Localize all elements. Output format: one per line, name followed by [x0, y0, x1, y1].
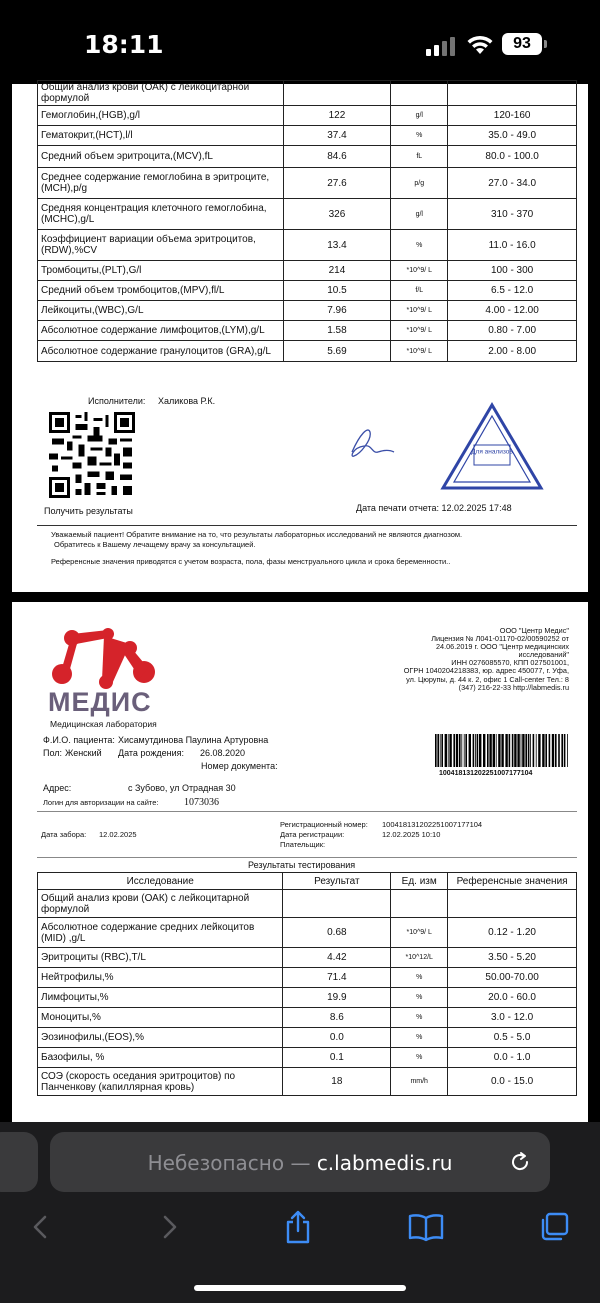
result-name: Средний объем эритроцита,(MCV),fL [38, 146, 284, 168]
address-value: с Зубово, ул Отрадная 30 [128, 783, 236, 793]
domain-label: c.labmedis.ru [316, 1151, 453, 1175]
result-unit: % [391, 1028, 448, 1048]
tabs-icon[interactable] [538, 1210, 570, 1244]
battery-indicator: 93 [502, 33, 542, 55]
table-row [38, 948, 577, 968]
document-label: Номер документа: [201, 761, 278, 771]
organization-line: ОГРН 1040204218383, юр. адрес 450077, г. Уфа, [403, 666, 569, 676]
get-results-label[interactable]: Получить результаты [44, 506, 133, 516]
reg-date: 12.02.2025 10:10 [382, 830, 441, 839]
reference-range: 0.12 - 1.20 [448, 918, 577, 948]
organization-line: (347) 216-22-33 http://labmedis.ru [458, 682, 569, 692]
reference-range: 4.00 - 12.00 [448, 301, 577, 321]
barcode-bar [453, 734, 455, 767]
lab-stamp [440, 402, 544, 494]
reference-range: 0.0 - 1.0 [448, 1048, 577, 1068]
organization-line: исследований" [518, 650, 569, 660]
result-name: Базофилы, % [38, 1048, 283, 1068]
url-text[interactable] [50, 1151, 550, 1175]
column-header: Результат [283, 873, 391, 890]
divider [37, 525, 577, 526]
result-value: 8.6 [283, 1008, 391, 1028]
result-name: Коэффициент вариации объема эритроцитов, (RDW),%CV [38, 230, 284, 261]
barcode-bar [445, 734, 447, 767]
result-value: 0.1 [283, 1048, 391, 1068]
table-row [38, 261, 577, 281]
table-header-row [38, 873, 577, 890]
barcode-bar [456, 734, 458, 767]
reference-range: 3.0 - 12.0 [448, 1008, 577, 1028]
result-value: 71.4 [283, 968, 391, 988]
barcode-bar [461, 734, 462, 767]
barcode-bar [449, 734, 451, 767]
result-value: 326 [283, 199, 391, 230]
result-unit: f/L [391, 281, 448, 301]
table-row [38, 230, 577, 261]
bookmarks-icon[interactable] [408, 1210, 444, 1244]
reference-range: 35.0 - 49.0 [448, 126, 577, 146]
reference-range: 6.5 - 12.0 [448, 281, 577, 301]
organization-line: 24.06.2019 г. ООО "Центр медицинских [435, 642, 569, 652]
result-value: 27.6 [283, 168, 391, 199]
result-unit: *10^9/ L [391, 261, 448, 281]
organization-line: Лицензия № Л041-01170-02/00590252 от [431, 634, 569, 644]
barcode-bar [498, 734, 500, 767]
report-page-2 [12, 602, 588, 1122]
reference-range: 0.0 - 15.0 [448, 1068, 577, 1096]
brand-name: МЕДИС [48, 687, 152, 717]
reference-range: 80.0 - 100.0 [448, 146, 577, 168]
barcode-bar [487, 734, 489, 767]
table-row [38, 341, 577, 362]
column-header: Референсные значения [448, 873, 577, 890]
reference-range: 27.0 - 34.0 [448, 168, 577, 199]
home-indicator[interactable] [194, 1285, 406, 1291]
result-unit: fL [391, 146, 448, 168]
table-row [38, 1028, 577, 1048]
reference-range: 11.0 - 16.0 [448, 230, 577, 261]
barcode-bar [558, 734, 560, 767]
notice-line-3: Референсные значения приводятся с учетом возраста, пола, фазы менструального цикла и срока беременности.. [51, 557, 451, 566]
result-value: 0.68 [283, 918, 391, 948]
stamp-text: Для анализов [471, 448, 513, 456]
result-name: Гемоглобин,(HGB),g/l [38, 106, 284, 126]
result-value: 18 [283, 1068, 391, 1096]
result-name: Средняя концентрация клеточного гемоглобина, (MCHC),g/L [38, 199, 284, 230]
barcode-bar [564, 734, 566, 767]
barcode-bar [517, 734, 519, 767]
result-name: Лейкоциты,(WBC),G/L [38, 301, 284, 321]
table-row [38, 1068, 577, 1096]
result-name: Эритроциты (RBC),T/L [38, 948, 283, 968]
wifi-icon [466, 33, 494, 55]
result-value: 122 [283, 106, 391, 126]
result-value: 10.5 [283, 281, 391, 301]
table-row [38, 918, 577, 948]
result-value: 4.42 [283, 948, 391, 968]
barcode-bar [525, 734, 527, 767]
forward-icon[interactable] [160, 1210, 180, 1244]
barcode-bar [448, 734, 449, 767]
barcode-bar [538, 734, 540, 767]
barcode-bar [493, 734, 495, 767]
status-bar [0, 0, 600, 84]
patient-name: Хисамутдинова Паулина Артуровна [118, 735, 269, 745]
sex-label: Пол: [43, 748, 63, 758]
table-row [38, 146, 577, 168]
barcode-bar [549, 734, 551, 767]
barcode-bar [440, 734, 441, 767]
result-name: Тромбоциты,(PLT),G/l [38, 261, 284, 281]
result-name: Абсолютное содержание средних лейкоцитов (MID) ,g/L [38, 918, 283, 948]
result-name: Среднее содержание гемоглобина в эритроците, (MCH),p/g [38, 168, 284, 199]
result-value: 19.9 [283, 988, 391, 1008]
barcode-bar [567, 734, 568, 767]
browser-toolbar [0, 1122, 600, 1303]
table-row [38, 301, 577, 321]
report-page-1 [12, 84, 588, 592]
barcode-bar [477, 734, 479, 767]
address-label: Адрес: [43, 783, 72, 793]
organization-line: ул. Цюрупы, д. 44 к. 2, офис 1 Call-center Тел.: 8 [406, 674, 569, 684]
result-unit: % [391, 1008, 448, 1028]
table-row [38, 199, 577, 230]
notice-line-1: Уважаемый пациент! Обратите внимание на то, что результаты лабораторных исследований не являются диагнозом. [51, 530, 463, 539]
results-table-2 [37, 872, 577, 1096]
barcode-number: 10041813120225100717710​4 [439, 770, 533, 777]
barcode-bar [521, 734, 522, 767]
cellular-signal-icon [426, 36, 458, 56]
result-unit: % [391, 126, 448, 146]
result-name: Моноциты,% [38, 1008, 283, 1028]
table-row [38, 106, 577, 126]
reference-range: 120-160 [448, 106, 577, 126]
dob-label: Дата рождения: [118, 748, 184, 758]
reference-range: 0.80 - 7.00 [448, 321, 577, 341]
result-value: 1.58 [283, 321, 391, 341]
result-name: Эозинофилы,(EOS),% [38, 1028, 283, 1048]
barcode-bar [489, 734, 491, 767]
table-row [38, 968, 577, 988]
reference-range: 310 - 370 [448, 199, 577, 230]
result-name: Гематокрит,(HCT),l/l [38, 126, 284, 146]
collect-date: 12.02.2025 [99, 830, 137, 839]
divider [37, 811, 577, 812]
previous-tab-preview[interactable] [0, 1132, 38, 1192]
payer-label: Плательщик: [280, 840, 326, 849]
patient-label: Ф.И.О. пациента: [43, 735, 115, 745]
barcode-bar [533, 734, 535, 767]
result-unit: % [391, 1048, 448, 1068]
divider [37, 857, 577, 858]
barcode-bar [459, 734, 461, 767]
result-value: 13.4 [283, 230, 391, 261]
barcode-bar [514, 734, 516, 767]
results-table-1 [37, 80, 577, 362]
dob-value: 26.08.2020 [200, 748, 246, 758]
result-unit: *10^9/ L [391, 301, 448, 321]
reg-date-label: Дата регистрации: [280, 830, 345, 839]
column-header: Исследование [38, 873, 283, 890]
barcode-bar [473, 734, 475, 767]
column-header: Ед. изм [391, 873, 448, 890]
result-unit: *10^9/ L [391, 321, 448, 341]
barcode [435, 734, 570, 767]
result-value: 37.4 [283, 126, 391, 146]
barcode-bar [437, 734, 439, 767]
result-unit: mm/h [391, 1068, 448, 1096]
result-value: 5.69 [283, 341, 391, 362]
results-title: Результаты тестирования [248, 860, 356, 870]
result-name: Абсолютное содержание гранулоцитов (GRA),g/L [38, 341, 284, 362]
reg-number: 100418131202251007177104 [382, 820, 483, 829]
performers-label: Исполнители: [88, 396, 146, 406]
result-unit: % [391, 988, 448, 1008]
barcode-bar [475, 734, 476, 767]
barcode-bar [464, 734, 465, 767]
status-time: 18:11 [84, 30, 164, 59]
table-row [38, 1048, 577, 1068]
barcode-bar [536, 734, 537, 767]
barcode-bar [530, 734, 531, 767]
barcode-bar [552, 734, 554, 767]
result-unit: g/l [391, 199, 448, 230]
group-header: Общий анализ крови (ОАК) с лейкоцитарной формулой [38, 890, 283, 918]
collect-date-label: Дата забора: [41, 830, 87, 839]
qr-code[interactable] [49, 412, 135, 498]
result-unit: p/g [391, 168, 448, 199]
reference-range: 50.00-70.00 [448, 968, 577, 988]
table-row [38, 81, 577, 106]
barcode-bar [483, 734, 485, 767]
result-unit: *10^9/ L [391, 341, 448, 362]
reg-number-label: Регистрационный номер: [280, 820, 368, 829]
barcode-bar [496, 734, 497, 767]
result-unit: % [391, 230, 448, 261]
table-row [38, 890, 577, 918]
reference-range: 2.00 - 8.00 [448, 341, 577, 362]
table-row [38, 321, 577, 341]
result-name: Средний объем тромбоцитов,(MPV),fl/L [38, 281, 284, 301]
result-value: 214 [283, 261, 391, 281]
barcode-bar [469, 734, 471, 767]
back-icon[interactable] [30, 1210, 50, 1244]
signature [342, 422, 396, 464]
barcode-bar [479, 734, 481, 767]
result-value: 84.6 [283, 146, 391, 168]
table-row [38, 988, 577, 1008]
result-value: 0.0 [283, 1028, 391, 1048]
barcode-bar [561, 734, 563, 767]
organization-info [369, 627, 569, 692]
reference-range: 100 - 300 [448, 261, 577, 281]
barcode-bar [545, 734, 547, 767]
barcode-bar [542, 734, 544, 767]
address-bar[interactable] [50, 1132, 550, 1192]
result-name: Лимфоциты,% [38, 988, 283, 1008]
barcode-bar [555, 734, 557, 767]
print-date: Дата печати отчета: 12.02.2025 17:48 [356, 503, 512, 513]
reference-range: 3.50 - 5.20 [448, 948, 577, 968]
result-name: СОЭ (скорость оседания эритроцитов) по Панченкову (капиллярная кровь) [38, 1068, 283, 1096]
result-unit: % [391, 968, 448, 988]
table-row [38, 281, 577, 301]
reference-range: 20.0 - 60.0 [448, 988, 577, 1008]
reload-icon[interactable] [508, 1150, 532, 1174]
barcode-bar [435, 734, 437, 767]
reference-range: 0.5 - 5.0 [448, 1028, 577, 1048]
barcode-bar [501, 734, 503, 767]
result-value: 7.96 [283, 301, 391, 321]
result-unit: *10^12/L [391, 948, 448, 968]
organization-line: ИНН 0276085570, КПП 027501001, [451, 658, 569, 668]
barcode-bar [505, 734, 507, 767]
result-unit: *10^9/ L [391, 918, 448, 948]
brand-subtitle: Медицинская лаборатория [50, 719, 157, 729]
result-name: Нейтрофилы,% [38, 968, 283, 988]
barcode-bar [465, 734, 467, 767]
barcode-bar [512, 734, 514, 767]
share-icon[interactable] [284, 1210, 312, 1244]
login-label: Логин для авторизации на сайте: [43, 798, 159, 807]
medis-logo-mark [50, 626, 156, 692]
table-row [38, 1008, 577, 1028]
performer-name: Халикова Р.К. [158, 396, 216, 406]
barcode-bar [528, 734, 530, 767]
sex-value: Женский [65, 748, 102, 758]
barcode-bar [522, 734, 524, 767]
notice-line-2: Обратитесь к Вашему лечащему врачу за консультацией. [54, 540, 256, 549]
not-secure-label: Небезопасно — [147, 1151, 311, 1175]
table-row [38, 168, 577, 199]
barcode-bar [441, 734, 443, 767]
result-unit: g/l [391, 106, 448, 126]
barcode-bar [509, 734, 511, 767]
login-value: 1073036 [184, 797, 219, 808]
group-header: Общий анализ крови (ОАК) с лейкоцитарной формулой [38, 81, 284, 106]
organization-line: ООО "Центр Медис" [499, 626, 569, 635]
result-name: Абсолютное содержание лимфоцитов,(LYM),g/L [38, 321, 284, 341]
table-row [38, 126, 577, 146]
